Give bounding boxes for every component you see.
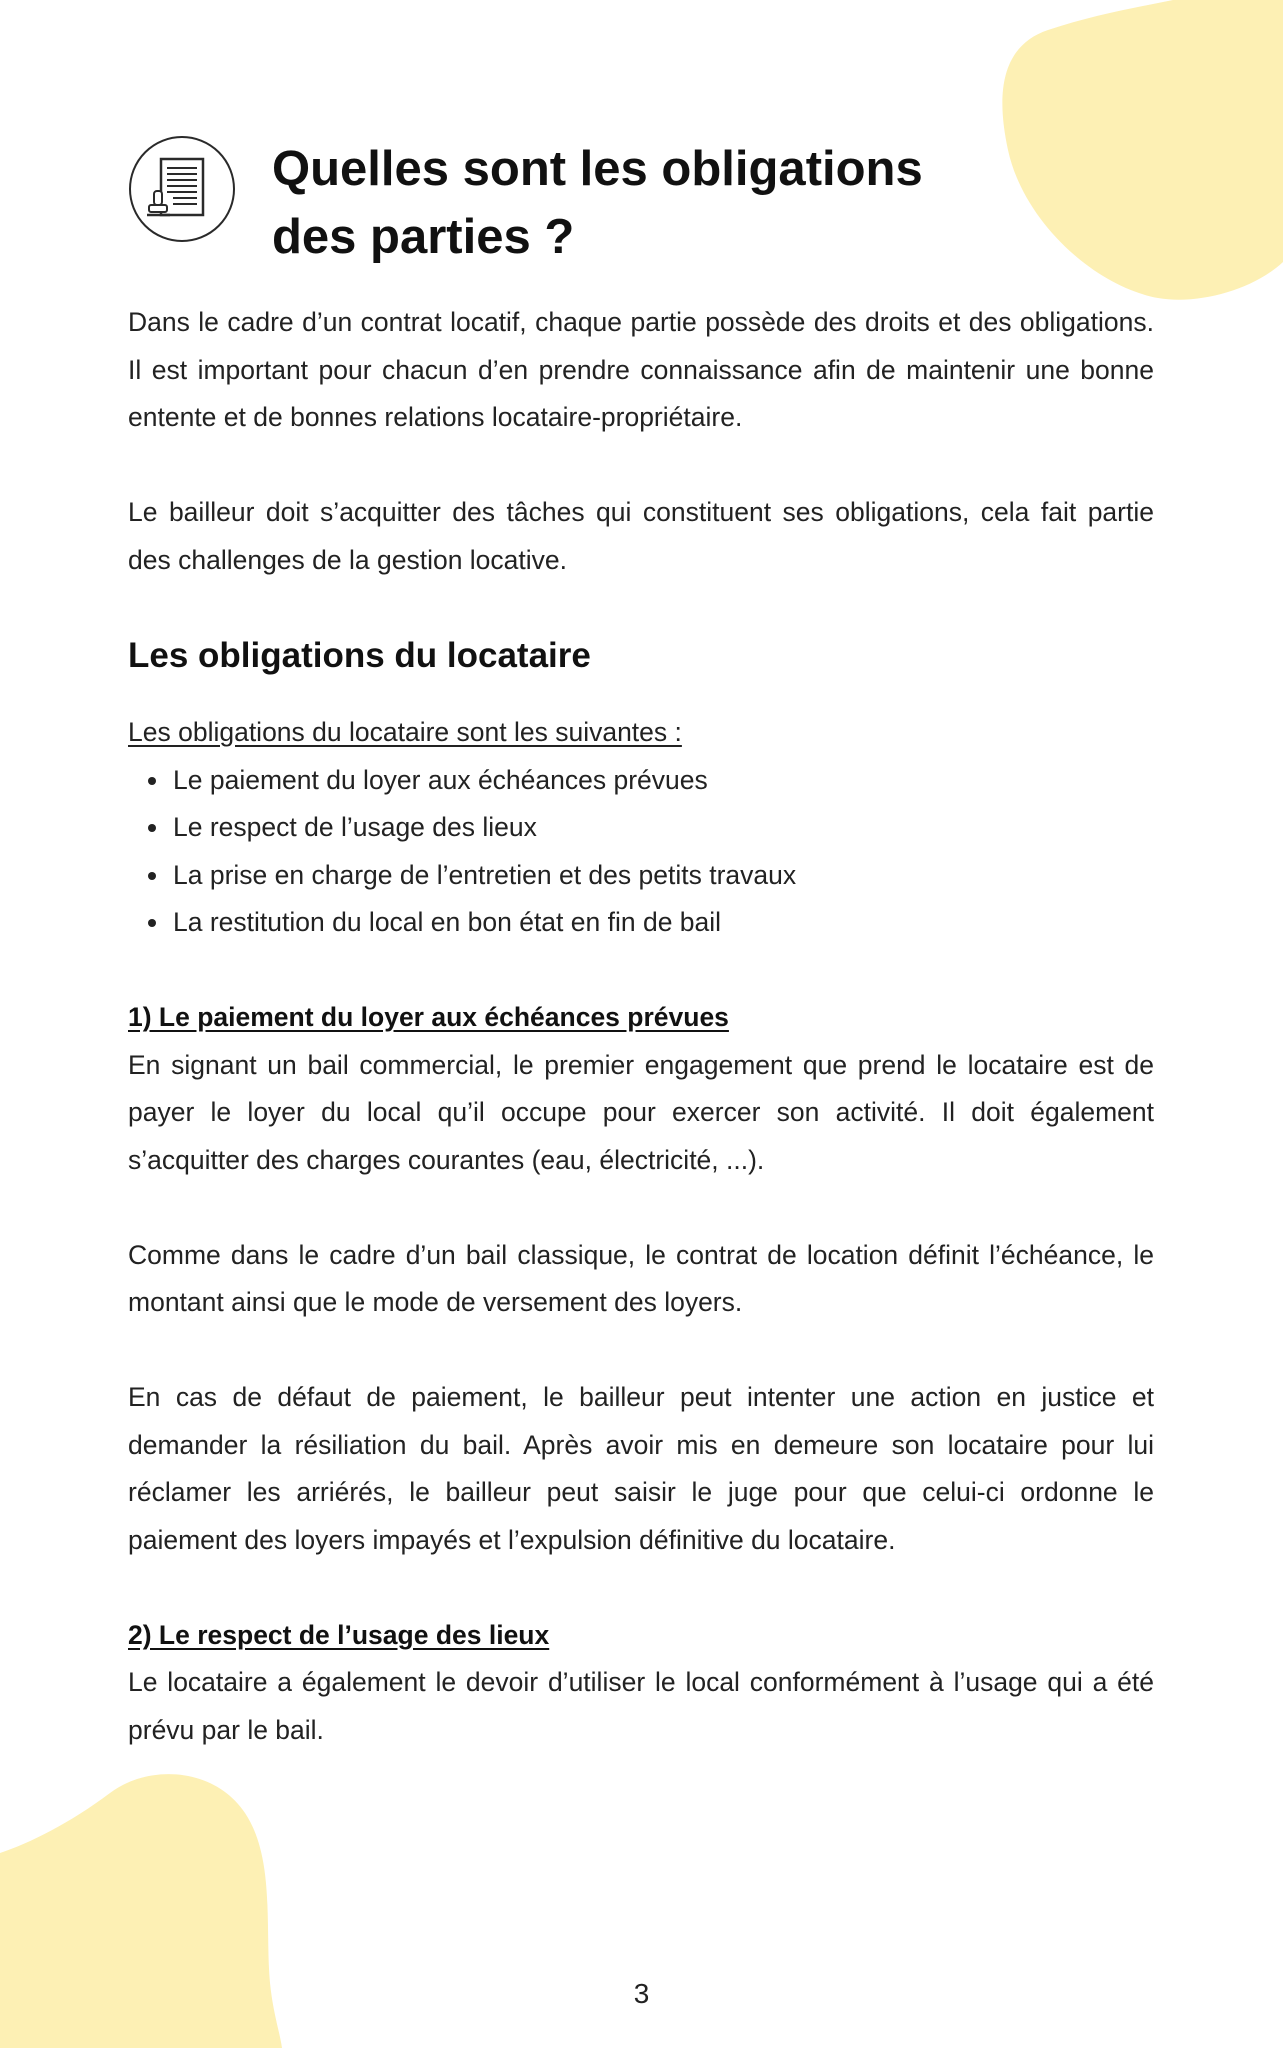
list-item: La prise en charge de l’entretien et des petits travaux: [173, 852, 1154, 900]
page-header: [128, 135, 972, 271]
page-number: 3: [633, 1978, 650, 2009]
obligations-list: [128, 757, 1154, 947]
intro-paragraph-1: Dans le cadre d’un contrat locatif, chaque partie possède des droits et des obligations. Il est important pour chacun d’en prendre connaissance afin de maintenir une bonne entente et de bonnes relations locataire-propriétaire.: [128, 307, 1154, 432]
part1-paragraph-2: Comme dans le cadre d’un bail classique, le contrat de location définit l’échéance, le montant ainsi que le mode de versement des loyers.: [128, 1239, 1154, 1317]
list-item: La restitution du local en bon état en fin de bail: [173, 899, 1154, 947]
decorative-blob-top: [983, 0, 1283, 310]
section-title: Les obligations du locataire: [128, 636, 591, 675]
list-item: Le paiement du loyer aux échéances prévues: [173, 757, 1154, 805]
part1-paragraph-3: En cas de défaut de paiement, le bailleur peut intenter une action en justice et demander la résiliation du bail. Après avoir mis en demeure son locataire pour lui réclamer les arriérés, le bailleur peut saisir le juge pour que celui-ci ordonne le paiement des loyers impayés et l’expulsion définitive du locataire.: [128, 1382, 1154, 1555]
list-intro: Les obligations du locataire sont les suivantes :: [128, 717, 682, 747]
page-title: Quelles sont les obligations des parties ?: [272, 142, 923, 264]
main-content: [128, 299, 1154, 1754]
part1-heading: 1) Le paiement du loyer aux échéances prévues: [128, 1002, 729, 1032]
part2-paragraph-1: Le locataire a également le devoir d’utiliser le local conformément à l’usage qui a été prévu par le bail.: [128, 1667, 1154, 1745]
list-item: Le respect de l’usage des lieux: [173, 804, 1154, 852]
intro-paragraph-2: Le bailleur doit s’acquitter des tâches qui constituent ses obligations, cela fait partie des challenges de la gestion locative.: [128, 497, 1154, 575]
part2-heading: 2) Le respect de l’usage des lieux: [128, 1619, 550, 1650]
document-stamp-icon: [128, 135, 236, 243]
part1-paragraph-1: En signant un bail commercial, le premier engagement que prend le locataire est de payer le loyer du local qu’il occupe pour exercer son activité. Il doit également s’acquitter des charges courantes (eau, électricité, ...).: [128, 1049, 1154, 1175]
